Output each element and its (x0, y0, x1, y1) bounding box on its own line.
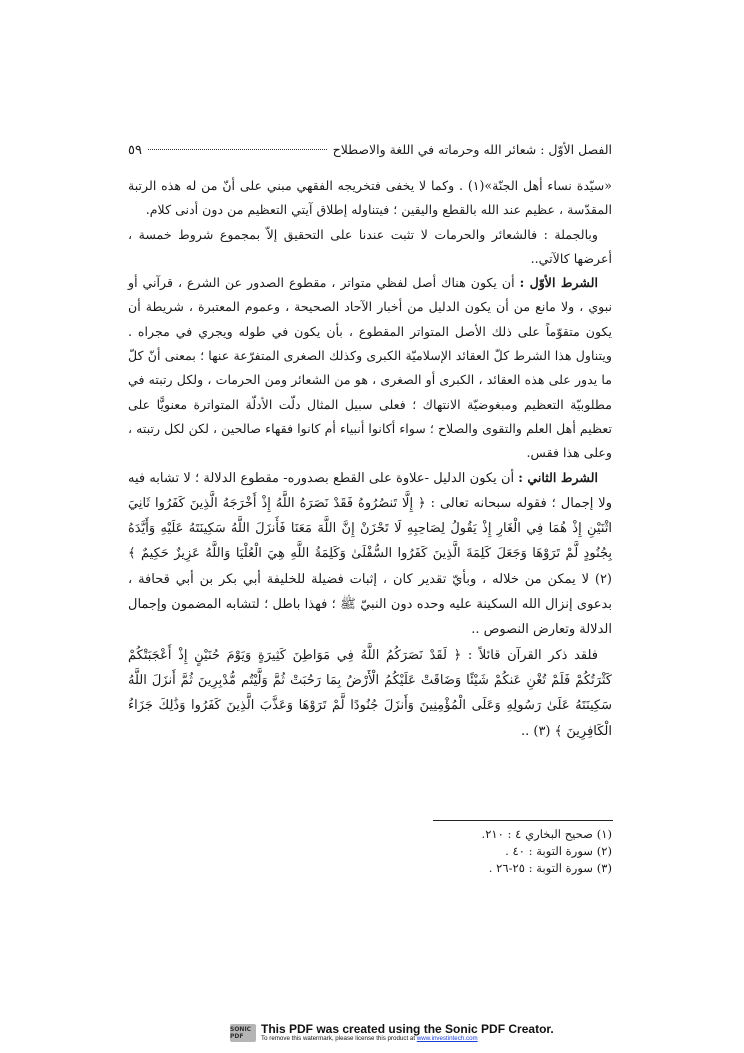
watermark-text (261, 1023, 554, 1043)
paragraph-text: «سيّدة نساء أهل الجنّة»(١) . وكما لا يخفى فتخريجه الفقهي مبني على أنّ من له هذه الرتبة المقدّسة ، عظيم عند الله بالقطع واليقين ؛ فيتناوله إطلاق آيتي التعظيم من دون أدنى كلام. (128, 178, 612, 218)
footnote-2: (٢) سورة التوبة : ٤٠ . (505, 844, 612, 858)
paragraph-condition-one (128, 271, 612, 465)
running-header (128, 142, 612, 164)
header-title: الفصل الأوّل : شعائر الله وحرماته في اللغة والاصطلاح (332, 142, 612, 157)
paragraph-summary (128, 223, 612, 272)
footnotes (128, 826, 612, 877)
header-leader-dots (148, 149, 327, 150)
page-number: ٥٩ (128, 143, 142, 158)
sonic-pdf-logo-icon: SONIC PDF (230, 1024, 256, 1042)
watermark-line-2 (261, 1035, 554, 1043)
paragraph-quran-citation (128, 643, 612, 744)
paragraph-text: فلقد ذكر القرآن قائلاً : ﴿ لَقَدْ نَصَرَكُمُ اللَّهُ فِي مَوَاطِنَ كَثِيرَةٍ وَيَوْمَ حُنَيْنٍ إِذْ أَعْجَبَتْكُمْ كَثْرَتُكُمْ فَلَمْ تُغْنِ عَنكُمْ شَيْئًا وَضَاقَتْ عَلَيْكُمُ الْأَرْضُ بِمَا رَحُبَتْ ثُمَّ وَلَّيْتُم مُّدْبِرِينَ ثُمَّ أَنزَلَ اللَّهُ سَكِينَتَهُ عَلَىٰ رَسُولِهِ وَعَلَى الْمُؤْمِنِينَ وَأَنزَلَ جُنُودًا لَّمْ تَرَوْهَا وَعَذَّبَ الَّذِينَ كَفَرُوا وَذَٰلِكَ جَزَاءُ الْكَافِرِينَ ﴾ (٣) .. (128, 647, 612, 739)
paragraph-text: أن يكون الدليل -علاوة على القطع بصدوره- مقطوع الدلالة ؛ لا تشابه فيه ولا إجمال ؛ فقوله سبحانه تعالى : ﴿ إِلَّا تَنصُرُوهُ فَقَدْ نَصَرَهُ اللَّهُ إِذْ أَخْرَجَهُ الَّذِينَ كَفَرُوا ثَانِيَ اثْنَيْنِ إِذْ هُمَا فِي الْغَارِ إِذْ يَقُولُ لِصَاحِبِهِ لَا تَحْزَنْ إِنَّ اللَّهَ مَعَنَا فَأَنزَلَ اللَّهُ سَكِينَتَهُ عَلَيْهِ وَأَيَّدَهُ بِجُنُودٍ لَّمْ تَرَوْهَا وَجَعَلَ كَلِمَةَ الَّذِينَ كَفَرُوا السُّفْلَىٰ وَكَلِمَةُ اللَّهِ هِيَ الْعُلْيَا وَاللَّهُ عَزِيزٌ حَكِيمٌ ﴾ (٢) لا يمكن من خلاله ، وبأيّ تقدير كان ، إثبات فضيلة للخليفة أبي بكر بن أبي قحافة ، بدعوى إنزال الله السكينة عليه وحده دون النبيّ ﷺ ؛ فهذا باطل ؛ لتشابه المضمون وإجمال الدلالة وتعارض النصوص .. (128, 470, 612, 638)
paragraph-intro (128, 174, 612, 223)
paragraph-condition-two (128, 466, 612, 643)
footnote-1: (١) صحيح البخاري ٤ : ٢١٠. (481, 827, 612, 841)
body-text (128, 174, 612, 744)
paragraph-text: أن يكون هناك أصل لفظي متواتر ، مقطوع الصدور عن الشرع ، قرآني أو نبوي ، ولا مانع من أن يكون الدليل من أخبار الآحاد الصحيحة ، وعموم المعتبرة ، شريطة أن يكون متقوّماً على ذلك الأصل المتواتر المقطوع ، بأن يكون في طوله ويجري في مجراه . ويتناول هذا الشرط كلّ العقائد الإسلاميّة الكبرى وكذلك الصغرى المتفرّعة عنها ؛ بمعنى أنّ كلّ ما يدور على هذه العقائد ، الكبرى أو الصغرى ، هو من الشعائر ومن الحرمات ، ولكل رتبته في مطلوبيّة التعظيم ومبغوضيّة الانتهاك ؛ فعلى سبيل المثال دلّت الأدلّة المتواترة معنويًّا على تعظيم أهل العلم والتقوى والصلاح ؛ سواء أكانوا أنبياء أم كانوا فقهاء صالحين ، لكن لكل رتبته ، وعلى هذا فقس. (128, 275, 612, 461)
watermark (230, 1022, 554, 1044)
footnote-separator (433, 820, 613, 821)
watermark-line-1: This PDF was created using the Sonic PDF Creator. (261, 1022, 554, 1036)
watermark-link[interactable]: www.investintech.com (416, 1035, 478, 1042)
footnote-3: (٣) سورة التوبة : ٢٥-٢٦ . (488, 861, 612, 875)
condition-heading: الشرط الأوّل : (519, 275, 598, 291)
watermark-line-2-prefix: To remove this watermark, please license this product at (261, 1035, 417, 1042)
paragraph-text: وبالجملة : فالشعائر والحرمات لا تثبت عندنا على التحقيق إلاّ بمجموع شروط خمسة ، أعرضها كالآتي.. (128, 226, 612, 266)
condition-heading: الشرط الثاني : (518, 469, 598, 485)
